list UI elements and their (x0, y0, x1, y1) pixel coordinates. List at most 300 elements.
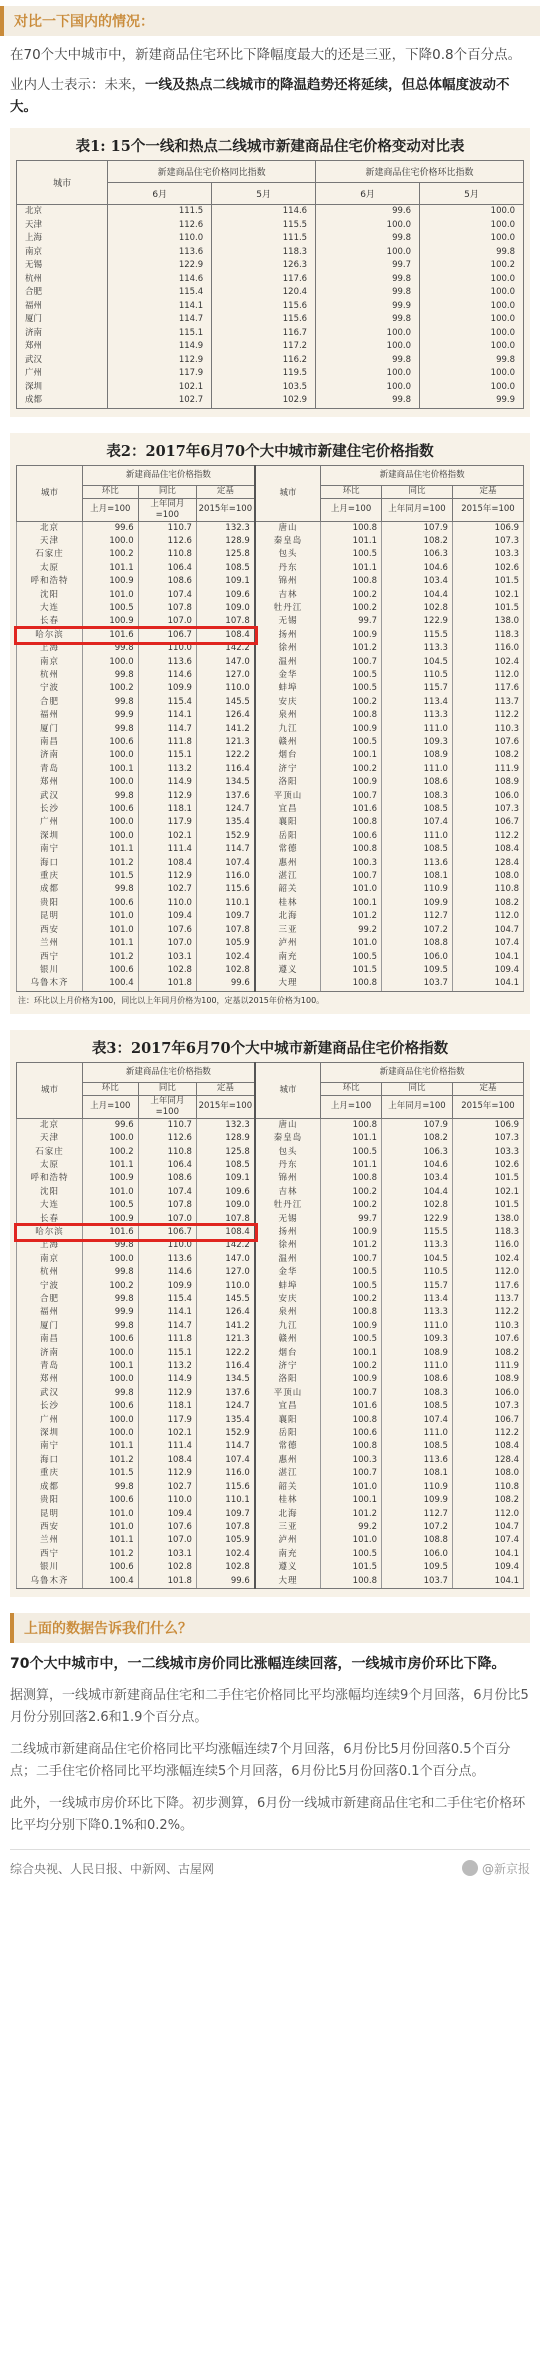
value-cell: 112.0 (452, 910, 523, 923)
city-cell: 青岛 (17, 763, 83, 776)
value-cell: 108.0 (452, 1467, 523, 1480)
value-cell: 119.5 (212, 367, 316, 381)
value-cell: 128.4 (452, 1454, 523, 1467)
value-cell: 102.7 (108, 394, 212, 408)
value-cell: 101.1 (321, 1159, 382, 1172)
value-cell: 101.1 (321, 535, 382, 548)
city-cell: 锦州 (255, 575, 321, 588)
value-cell: 109.7 (196, 1508, 254, 1521)
value-cell: 145.5 (196, 1293, 254, 1306)
value-cell: 109.6 (196, 589, 254, 602)
value-cell: 115.4 (138, 1293, 196, 1306)
value-cell: 109.0 (196, 1199, 254, 1212)
city-cell: 天津 (17, 1132, 83, 1145)
city-cell: 包头 (255, 1146, 321, 1159)
value-cell: 106.0 (452, 790, 523, 803)
value-cell: 99.8 (82, 1293, 138, 1306)
table-row (17, 977, 524, 991)
value-cell: 115.1 (108, 327, 212, 341)
value-cell: 121.3 (196, 736, 254, 749)
city-cell: 石家庄 (17, 1146, 83, 1159)
value-cell: 100.0 (420, 232, 524, 246)
table-row (17, 521, 524, 535)
table-row (17, 642, 524, 655)
value-cell: 100.9 (321, 1226, 382, 1239)
value-cell: 107.9 (382, 1118, 453, 1132)
value-cell: 110.1 (196, 1494, 254, 1507)
value-cell: 108.4 (452, 1440, 523, 1453)
value-cell: 100.2 (82, 548, 138, 561)
city-cell: 惠州 (255, 857, 321, 870)
value-cell: 101.1 (82, 1534, 138, 1547)
value-cell: 115.1 (138, 749, 196, 762)
value-cell: 107.8 (138, 1199, 196, 1212)
value-cell: 99.8 (316, 394, 420, 408)
city-cell: 烟台 (255, 1347, 321, 1360)
value-cell: 103.4 (382, 575, 453, 588)
value-cell: 126.4 (196, 1306, 254, 1319)
value-cell: 100.8 (321, 816, 382, 829)
value-cell: 100.2 (321, 1360, 382, 1373)
value-cell: 109.6 (196, 1186, 254, 1199)
value-cell: 114.6 (138, 1266, 196, 1279)
city-cell: 成都 (17, 394, 108, 408)
value-cell: 113.7 (452, 696, 523, 709)
city-cell: 济南 (17, 1347, 83, 1360)
yoy-header: 同比 (138, 1082, 196, 1095)
value-cell: 128.4 (452, 857, 523, 870)
value-cell: 103.1 (138, 951, 196, 964)
city-cell: 牡丹江 (255, 602, 321, 615)
value-cell: 110.0 (108, 232, 212, 246)
value-cell: 101.8 (138, 1575, 196, 1589)
table-row (17, 535, 524, 548)
value-cell: 100.0 (420, 340, 524, 354)
value-cell: 101.0 (82, 1521, 138, 1534)
city-cell: 常德 (255, 1440, 321, 1453)
section-heading (0, 6, 540, 36)
yoy-sub: 上年同月=100 (138, 1095, 196, 1118)
city-cell: 秦皇岛 (255, 535, 321, 548)
value-cell: 112.9 (138, 1387, 196, 1400)
value-cell: 108.2 (382, 535, 453, 548)
city-cell: 福州 (17, 300, 108, 314)
table1-image (10, 128, 530, 417)
value-cell: 99.8 (316, 273, 420, 287)
value-cell: 106.7 (138, 1226, 196, 1239)
city-cell: 西安 (17, 924, 83, 937)
base-sub: 2015年=100 (196, 1095, 254, 1118)
value-cell: 106.3 (382, 1146, 453, 1159)
value-cell: 104.1 (452, 1575, 523, 1589)
value-cell: 107.3 (452, 803, 523, 816)
expert-paragraph (0, 74, 540, 118)
city-cell: 济宁 (255, 763, 321, 776)
value-cell: 114.7 (196, 1440, 254, 1453)
table-row (17, 340, 524, 354)
value-cell: 112.6 (108, 219, 212, 233)
value-cell: 108.4 (196, 1226, 254, 1239)
city-cell: 大连 (17, 602, 83, 615)
value-cell: 102.6 (452, 562, 523, 575)
value-cell: 116.0 (196, 870, 254, 883)
city-cell: 扬州 (255, 629, 321, 642)
value-cell: 110.3 (452, 723, 523, 736)
value-cell: 100.0 (420, 205, 524, 219)
value-cell: 100.8 (321, 843, 382, 856)
value-cell: 100.2 (321, 589, 382, 602)
city-cell: 襄阳 (255, 816, 321, 829)
value-cell: 109.9 (138, 682, 196, 695)
value-cell: 100.5 (321, 669, 382, 682)
value-cell: 102.8 (196, 1561, 254, 1574)
value-cell: 102.1 (138, 830, 196, 843)
value-cell: 100.5 (321, 736, 382, 749)
value-cell: 125.8 (196, 548, 254, 561)
value-cell: 104.7 (452, 1521, 523, 1534)
table-row (17, 883, 524, 896)
value-cell: 111.4 (138, 843, 196, 856)
table-row (17, 327, 524, 341)
city-cell: 宁波 (17, 1280, 83, 1293)
value-cell: 100.4 (82, 977, 138, 991)
city-cell: 吉林 (255, 1186, 321, 1199)
city-cell: 郑州 (17, 340, 108, 354)
value-cell: 115.6 (196, 883, 254, 896)
value-cell: 109.4 (138, 1508, 196, 1521)
base-sub: 2015年=100 (452, 1095, 523, 1118)
table-row (17, 1226, 524, 1239)
value-cell: 108.6 (382, 776, 453, 789)
value-cell: 100.9 (82, 575, 138, 588)
value-cell: 107.0 (138, 1213, 196, 1226)
value-cell: 111.0 (382, 830, 453, 843)
table3 (16, 1062, 524, 1589)
value-cell: 128.9 (196, 1132, 254, 1145)
table-row (17, 910, 524, 923)
value-cell: 110.0 (138, 642, 196, 655)
value-cell: 113.3 (382, 1306, 453, 1319)
city-cell: 兰州 (17, 1534, 83, 1547)
value-cell: 100.5 (321, 682, 382, 695)
value-cell: 100.8 (321, 1575, 382, 1589)
city-cell: 重庆 (17, 1467, 83, 1480)
table-row (17, 575, 524, 588)
city-cell: 合肥 (17, 1293, 83, 1306)
value-cell: 152.9 (196, 830, 254, 843)
value-cell: 100.8 (321, 521, 382, 535)
table2-city-header: 城市 (17, 465, 83, 521)
value-cell: 109.9 (382, 1494, 453, 1507)
value-cell: 100.0 (82, 816, 138, 829)
value-cell: 100.2 (420, 259, 524, 273)
city-cell: 北京 (17, 1118, 83, 1132)
value-cell: 108.2 (382, 1132, 453, 1145)
value-cell: 101.0 (82, 589, 138, 602)
value-cell: 100.0 (316, 246, 420, 260)
table-row (17, 589, 524, 602)
value-cell: 141.2 (196, 1320, 254, 1333)
city-cell: 丹东 (255, 562, 321, 575)
table-row (17, 1548, 524, 1561)
value-cell: 109.4 (138, 910, 196, 923)
value-cell: 100.2 (321, 696, 382, 709)
city-cell: 遵义 (255, 1561, 321, 1574)
value-cell: 137.6 (196, 790, 254, 803)
value-cell: 108.5 (196, 1159, 254, 1172)
value-cell: 100.0 (316, 367, 420, 381)
value-cell: 113.3 (382, 642, 453, 655)
value-cell: 106.0 (452, 1387, 523, 1400)
value-cell: 100.1 (321, 897, 382, 910)
city-cell: 西安 (17, 1521, 83, 1534)
value-cell: 111.5 (108, 205, 212, 219)
table2-city-header-right: 城市 (255, 465, 321, 521)
value-cell: 109.5 (382, 1561, 453, 1574)
city-cell: 长春 (17, 615, 83, 628)
city-cell: 湛江 (255, 1467, 321, 1480)
table-row (17, 816, 524, 829)
city-cell: 赣州 (255, 1333, 321, 1346)
value-cell: 115.5 (212, 219, 316, 233)
value-cell: 106.0 (382, 1548, 453, 1561)
table-row (17, 776, 524, 789)
city-cell: 天津 (17, 219, 108, 233)
value-cell: 100.0 (316, 219, 420, 233)
table3-group-header-right: 新建商品住宅价格指数 (321, 1062, 524, 1082)
value-cell: 108.9 (382, 1347, 453, 1360)
value-cell: 101.0 (321, 883, 382, 896)
value-cell: 114.7 (138, 723, 196, 736)
city-cell: 徐州 (255, 1239, 321, 1252)
value-cell: 101.1 (321, 1132, 382, 1145)
value-cell: 102.1 (138, 1427, 196, 1440)
value-cell: 100.7 (321, 1467, 382, 1480)
yoy-header: 同比 (138, 485, 196, 498)
table-row (17, 548, 524, 561)
value-cell: 100.9 (82, 615, 138, 628)
city-cell: 岳阳 (255, 830, 321, 843)
city-cell: 济南 (17, 749, 83, 762)
value-cell: 100.9 (321, 723, 382, 736)
base-header: 定基 (452, 485, 523, 498)
value-cell: 100.0 (420, 381, 524, 395)
table-row (17, 1467, 524, 1480)
city-cell: 银川 (17, 1561, 83, 1574)
city-cell: 乌鲁木齐 (17, 1575, 83, 1589)
value-cell: 108.2 (452, 1494, 523, 1507)
table-row (17, 1387, 524, 1400)
value-cell: 113.7 (452, 1293, 523, 1306)
value-cell: 113.6 (138, 1253, 196, 1266)
value-cell: 108.4 (452, 843, 523, 856)
value-cell: 115.5 (382, 1226, 453, 1239)
value-cell: 108.1 (382, 1467, 453, 1480)
value-cell: 107.4 (138, 1186, 196, 1199)
value-cell: 114.7 (196, 843, 254, 856)
city-cell: 北海 (255, 1508, 321, 1521)
value-cell: 107.2 (382, 924, 453, 937)
value-cell: 100.8 (321, 1118, 382, 1132)
value-cell: 107.4 (452, 1534, 523, 1547)
city-cell: 安庆 (255, 1293, 321, 1306)
value-cell: 101.2 (321, 1239, 382, 1252)
city-cell: 岳阳 (255, 1427, 321, 1440)
expert-bold: 一线及热点二线城市的降温趋势还将延续，但总体幅度波动不大。 (10, 77, 510, 115)
value-cell: 104.6 (382, 562, 453, 575)
city-cell: 安庆 (255, 696, 321, 709)
value-cell: 109.3 (382, 736, 453, 749)
value-cell: 102.4 (452, 656, 523, 669)
value-cell: 108.3 (382, 1387, 453, 1400)
city-cell: 洛阳 (255, 1373, 321, 1386)
value-cell: 101.1 (82, 937, 138, 950)
value-cell: 122.2 (196, 1347, 254, 1360)
value-cell: 115.7 (382, 682, 453, 695)
table-row (17, 1146, 524, 1159)
analysis-paragraph: 据测算，一线城市新建商品住宅和二手住宅价格同比平均涨幅均连续9个月回落，6月份比5月份分别回落2.6和1.9个百分点。 (10, 1687, 529, 1725)
value-cell: 108.2 (452, 897, 523, 910)
value-cell: 104.6 (382, 1159, 453, 1172)
value-cell: 108.5 (382, 1440, 453, 1453)
source-text: 综合央视、人民日报、中新网、古屋网 (10, 1861, 215, 1876)
city-cell: 吉林 (255, 589, 321, 602)
value-cell: 126.4 (196, 709, 254, 722)
value-cell: 99.9 (82, 1306, 138, 1319)
value-cell: 110.5 (382, 1266, 453, 1279)
value-cell: 99.7 (316, 259, 420, 273)
value-cell: 110.1 (196, 897, 254, 910)
table3-city-header-right: 城市 (255, 1062, 321, 1118)
value-cell: 100.2 (321, 602, 382, 615)
value-cell: 99.6 (82, 1118, 138, 1132)
city-cell: 徐州 (255, 642, 321, 655)
city-cell: 昆明 (17, 910, 83, 923)
table-row (17, 857, 524, 870)
value-cell: 100.8 (321, 1440, 382, 1453)
value-cell: 99.8 (82, 790, 138, 803)
value-cell: 122.2 (196, 749, 254, 762)
value-cell: 112.0 (452, 1266, 523, 1279)
value-cell: 109.9 (138, 1280, 196, 1293)
value-cell: 102.7 (138, 1481, 196, 1494)
value-cell: 101.2 (321, 910, 382, 923)
value-cell: 100.0 (82, 830, 138, 843)
value-cell: 117.6 (452, 682, 523, 695)
city-cell: 赣州 (255, 736, 321, 749)
table-row (17, 300, 524, 314)
value-cell: 110.3 (452, 1320, 523, 1333)
city-cell: 温州 (255, 1253, 321, 1266)
city-cell: 南京 (17, 656, 83, 669)
city-cell: 南昌 (17, 736, 83, 749)
value-cell: 147.0 (196, 1253, 254, 1266)
table-row (17, 1360, 524, 1373)
value-cell: 100.6 (82, 736, 138, 749)
value-cell: 100.8 (321, 575, 382, 588)
city-cell: 呼和浩特 (17, 1172, 83, 1185)
value-cell: 99.2 (321, 924, 382, 937)
value-cell: 115.4 (108, 286, 212, 300)
city-cell: 无锡 (17, 259, 108, 273)
value-cell: 99.8 (82, 1239, 138, 1252)
value-cell: 100.0 (82, 1253, 138, 1266)
value-cell: 108.6 (138, 1172, 196, 1185)
mom-sub: 上月=100 (321, 498, 382, 521)
table-row (17, 1400, 524, 1413)
table-row (17, 1320, 524, 1333)
value-cell: 100.0 (82, 656, 138, 669)
value-cell: 110.7 (138, 1118, 196, 1132)
value-cell: 100.9 (321, 629, 382, 642)
city-cell: 广州 (17, 367, 108, 381)
value-cell: 100.2 (321, 1293, 382, 1306)
value-cell: 110.8 (138, 1146, 196, 1159)
city-cell: 桂林 (255, 1494, 321, 1507)
value-cell: 108.9 (382, 749, 453, 762)
value-cell: 128.9 (196, 535, 254, 548)
value-cell: 108.4 (196, 629, 254, 642)
value-cell: 113.6 (382, 857, 453, 870)
value-cell: 108.3 (382, 790, 453, 803)
table-row (17, 629, 524, 642)
value-cell: 105.9 (196, 1534, 254, 1547)
value-cell: 100.7 (321, 1387, 382, 1400)
yoy-sub: 上年同月=100 (382, 498, 453, 521)
table-row (17, 1534, 524, 1547)
value-cell: 100.2 (321, 1186, 382, 1199)
value-cell: 108.5 (382, 843, 453, 856)
expert-prefix: 业内人士表示：未来， (10, 77, 145, 93)
city-cell: 济宁 (255, 1360, 321, 1373)
city-cell: 九江 (255, 723, 321, 736)
value-cell: 114.6 (138, 669, 196, 682)
value-cell: 110.7 (138, 521, 196, 535)
value-cell: 113.3 (382, 1239, 453, 1252)
city-cell: 锦州 (255, 1172, 321, 1185)
value-cell: 101.2 (82, 951, 138, 964)
value-cell: 100.5 (321, 1548, 382, 1561)
value-cell: 120.4 (212, 286, 316, 300)
value-cell: 107.8 (196, 1521, 254, 1534)
value-cell: 99.8 (82, 1481, 138, 1494)
value-cell: 107.3 (452, 535, 523, 548)
value-cell: 100.0 (82, 749, 138, 762)
value-cell: 108.2 (452, 1347, 523, 1360)
value-cell: 118.3 (452, 629, 523, 642)
table-row (17, 1508, 524, 1521)
value-cell: 107.4 (196, 857, 254, 870)
table-row (17, 602, 524, 615)
base-sub: 2015年=100 (452, 498, 523, 521)
value-cell: 110.0 (196, 1280, 254, 1293)
table-row (17, 1239, 524, 1252)
value-cell: 100.8 (321, 1306, 382, 1319)
city-cell: 蚌埠 (255, 1280, 321, 1293)
table-row (17, 1293, 524, 1306)
value-cell: 100.3 (321, 1454, 382, 1467)
value-cell: 99.8 (82, 1320, 138, 1333)
value-cell: 100.1 (321, 1494, 382, 1507)
value-cell: 114.9 (108, 340, 212, 354)
city-cell: 成都 (17, 883, 83, 896)
city-cell: 惠州 (255, 1454, 321, 1467)
mom-sub: 上月=100 (82, 1095, 138, 1118)
table-row (17, 682, 524, 695)
value-cell: 101.8 (138, 977, 196, 991)
city-cell: 合肥 (17, 286, 108, 300)
value-cell: 107.2 (382, 1521, 453, 1534)
